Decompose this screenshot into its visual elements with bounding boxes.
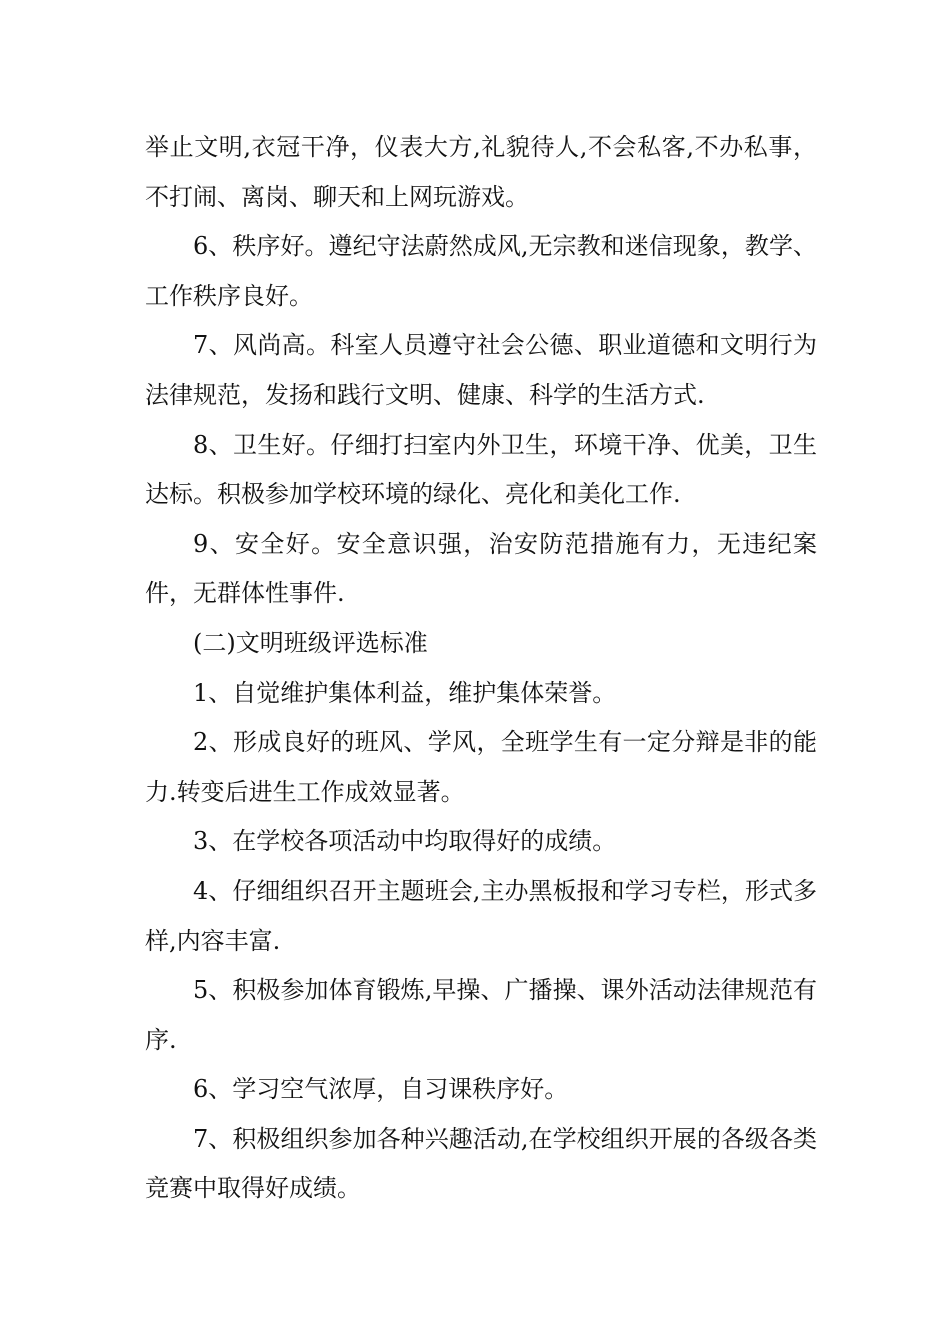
paragraph-item-6-order: 6、秩序好。遵纪守法蔚然成风,无宗教和迷信现象，教学、工作秩序良好。 bbox=[145, 232, 817, 310]
paragraph-class-item-4: 4、仔细组织召开主题班会,主办黑板报和学习专栏，形式多样,内容丰富. bbox=[145, 876, 817, 955]
paragraph-item-8-hygiene: 8、卫生好。仔细打扫室内外卫生，环境干净、优美，卫生达标。积极参加学校环境的绿化、亮化和美化工作. bbox=[145, 430, 817, 509]
paragraph-class-item-2: 2、形成良好的班风、学风，全班学生有一定分辩是非的能力.转变后进生工作成效显著。 bbox=[145, 728, 817, 806]
paragraph-class-item-6: 6、学习空气浓厚，自习课秩序好。 bbox=[193, 1075, 569, 1104]
paragraph-class-item-7: 7、积极组织参加各种兴趣活动,在学校组织开展的各级各类竞赛中取得好成绩。 bbox=[145, 1124, 817, 1203]
paragraph-item-7-ethos: 7、风尚高。科室人员遵守社会公德、职业道德和文明行为法律规范，发扬和践行文明、健康、科学的生活方式. bbox=[145, 331, 817, 409]
paragraph-continuation: 举止文明,衣冠干净，仪表大方,礼貌待人,不会私客,不办私事，不打闹、离岗、聊天和上网玩游戏。 bbox=[145, 133, 817, 211]
section-heading-civilized-class: (二)文明班级评选标准 bbox=[193, 628, 428, 657]
document-body bbox=[145, 123, 817, 1214]
paragraph-class-item-5: 5、积极参加体育锻炼,早操、广播操、课外活动法律规范有序. bbox=[145, 976, 817, 1054]
paragraph-item-9-safety: 9、安全好。安全意识强，治安防范措施有力，无违纪案件，无群体性事件. bbox=[145, 529, 817, 608]
paragraph-class-item-3: 3、在学校各项活动中均取得好的成绩。 bbox=[193, 827, 617, 856]
paragraph-class-item-1: 1、自觉维护集体利益，维护集体荣誉。 bbox=[193, 678, 617, 707]
